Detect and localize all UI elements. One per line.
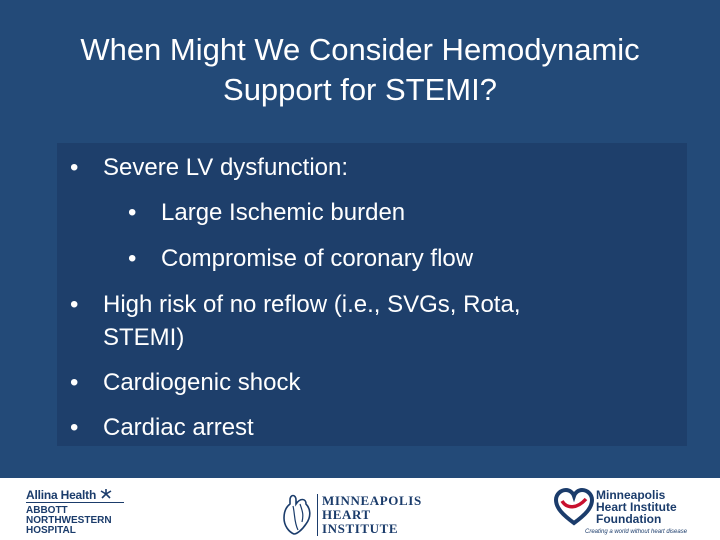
bullet-dot: • xyxy=(70,369,79,396)
mhi-wordmark xyxy=(322,494,422,536)
mhi-divider xyxy=(317,494,318,536)
abbott-line-1: ABBOTT xyxy=(26,505,68,516)
abbott-line-3: HOSPITAL xyxy=(26,525,76,536)
mhif-line-3: Foundation xyxy=(596,512,662,526)
heart-ribbon-icon xyxy=(553,487,595,527)
bullet-no-reflow-line-1: High risk of no reflow (i.e., SVGs, Rota, xyxy=(103,291,521,318)
bullet-severe-lv: Severe LV dysfunction: xyxy=(103,154,349,181)
slide-title xyxy=(0,30,720,110)
mhif-line-1: Minneapolis xyxy=(596,488,666,502)
bullet-dot: • xyxy=(70,154,79,181)
mhi-line-2: HEART xyxy=(322,507,371,522)
bullet-dot: • xyxy=(70,414,79,441)
mhi-line-1: MINNEAPOLIS xyxy=(322,493,422,508)
allina-health-label: Allina Health xyxy=(26,488,97,502)
sub-bullet-dot: • xyxy=(128,199,137,226)
abbott-line-2: NORTHWESTERN xyxy=(26,515,112,526)
bullet-no-reflow-line-2: STEMI) xyxy=(103,324,185,351)
allina-mark-icon xyxy=(99,488,113,500)
bullet-no-reflow xyxy=(103,288,668,354)
slide-title-line-2: Support for STEMI? xyxy=(223,72,497,107)
anatomical-heart-icon xyxy=(280,492,314,536)
slide-title-line-1: When Might We Consider Hemodynamic xyxy=(80,32,640,67)
bullet-dot: • xyxy=(70,291,79,318)
sub-bullet-dot: • xyxy=(128,245,137,272)
bullet-cardiac-arrest: Cardiac arrest xyxy=(103,414,254,441)
mhif-line-2: Heart Institute xyxy=(596,500,677,514)
bullet-cardiogenic-shock: Cardiogenic shock xyxy=(103,369,301,396)
mhif-tagline: Creating a world without heart disease xyxy=(585,529,688,535)
mhi-line-3: INSTITUTE xyxy=(322,521,399,536)
sub-bullet-coronary-flow: Compromise of coronary flow xyxy=(161,245,474,272)
mhif-wordmark xyxy=(596,489,677,525)
sub-bullet-ischemic-burden: Large Ischemic burden xyxy=(161,199,406,226)
allina-divider xyxy=(26,502,124,503)
